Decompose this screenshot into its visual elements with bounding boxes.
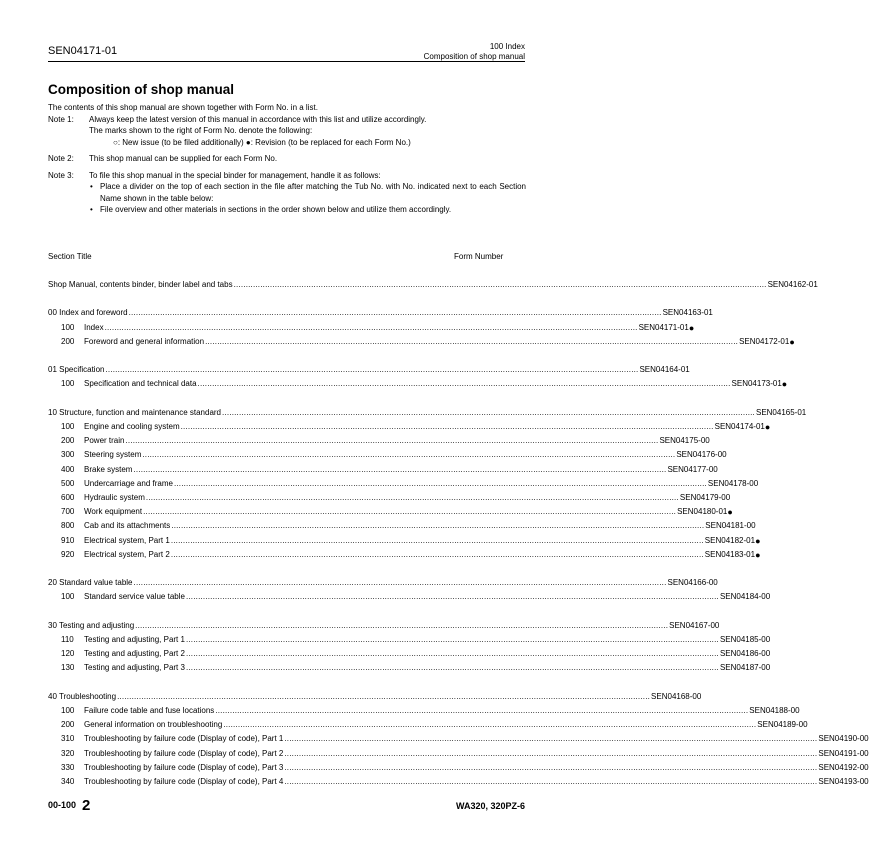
section-title — [48, 718, 222, 732]
note-2 — [48, 153, 526, 165]
section-number: 100 — [61, 592, 75, 602]
form-number: SEN04172-01 — [739, 336, 790, 346]
form-number: SEN04180-01 — [677, 507, 728, 517]
section-number: 300 — [61, 450, 75, 460]
table-row — [48, 519, 756, 533]
revision-mark: ● — [727, 507, 733, 518]
form-number: SEN04193-00 — [818, 777, 869, 786]
section-title — [48, 633, 185, 647]
section-number: 100 — [61, 706, 75, 715]
section-name: Shop Manual, contents binder, binder label and tabs — [48, 280, 233, 289]
section-name: Hydraulic system — [84, 493, 145, 502]
section-name: General information on troubleshooting — [84, 720, 223, 730]
form-number: SEN04184-00 — [719, 592, 771, 602]
form-number: SEN04191-00 — [818, 748, 869, 758]
section-number: 200 — [61, 336, 75, 346]
section-number: 100 — [61, 322, 75, 332]
dot-leader: ............................................................................................................................................................................................................................ — [284, 734, 818, 744]
section-title — [48, 306, 128, 320]
section-title — [48, 647, 185, 661]
dot-leader: ............................................................................................................................................................................................................................ — [185, 649, 719, 659]
section-name: Power train — [84, 436, 125, 446]
dot-leader: ............................................................................................................................................................................................................................ — [170, 549, 704, 559]
section-title — [48, 420, 180, 434]
dot-leader: ............................................................................................................................................................................................................................ — [135, 620, 669, 630]
section-number: 400 — [61, 464, 75, 474]
section-title — [48, 704, 214, 718]
section-title — [48, 534, 170, 548]
table-row — [48, 420, 771, 434]
section-name: Standard service value table — [84, 592, 185, 602]
dot-leader: ............................................................................................................................................................................................................................ — [197, 379, 731, 389]
section-title — [48, 448, 141, 462]
section-number: 110 — [61, 635, 74, 644]
form-number: SEN04168-00 — [651, 691, 702, 701]
section-number: 100 — [61, 422, 75, 431]
section-title — [48, 363, 104, 377]
section-number: 310 — [61, 734, 75, 744]
table-row — [48, 463, 718, 477]
section-name: Specification and technical data — [84, 379, 197, 389]
section-title — [48, 278, 233, 292]
section-name: Testing and adjusting, Part 3 — [84, 663, 185, 673]
dot-leader: ............................................................................................................................................................................................................................ — [133, 578, 667, 588]
dot-leader: ............................................................................................................................................................................................................................ — [142, 450, 676, 460]
table-row — [48, 576, 718, 590]
section-title — [48, 335, 204, 349]
table-row — [48, 534, 761, 548]
table-header — [48, 250, 528, 264]
document-code: SEN04171-01 — [48, 45, 118, 57]
form-number: SEN04187-00 — [719, 663, 771, 673]
form-number: SEN04171-01 — [638, 322, 689, 332]
form-number: SEN04192-00 — [818, 762, 869, 772]
section-title — [48, 321, 104, 335]
table-row — [48, 633, 771, 647]
table-row — [48, 321, 695, 335]
dot-leader: ............................................................................................................................................................................................................................ — [133, 464, 667, 474]
table-row — [48, 732, 869, 746]
section-name: Electrical system, Part 1 — [84, 535, 170, 545]
section-name: Troubleshooting by failure code (Display of code), Part 4 — [84, 777, 284, 786]
table-row — [48, 647, 771, 661]
page-number: 2 — [82, 797, 91, 814]
revision-mark: ● — [764, 422, 771, 432]
form-number: SEN04175-00 — [659, 436, 710, 446]
section-name: Testing and adjusting, Part 2 — [84, 649, 185, 659]
dot-leader: ............................................................................................................................................................................................................................ — [233, 280, 767, 289]
dot-leader: ............................................................................................................................................................................................................................ — [104, 322, 638, 332]
section-number: 330 — [61, 762, 75, 772]
dot-leader: ............................................................................................................................................................................................................................ — [170, 535, 704, 545]
dot-leader: ............................................................................................................................................................................................................................ — [284, 748, 818, 758]
section-title — [48, 732, 283, 746]
footer-page-code — [48, 797, 90, 814]
section-title — [48, 548, 170, 562]
dot-leader: ............................................................................................................................................................................................................................ — [180, 422, 714, 431]
section-number: 100 — [61, 379, 75, 389]
section-name: Electrical system, Part 2 — [84, 549, 170, 559]
form-number: SEN04189-00 — [757, 720, 808, 730]
section-title — [48, 406, 221, 420]
form-number: SEN04162-01 — [767, 280, 818, 289]
section-name: Troubleshooting by failure code (Display of code), Part 3 — [84, 762, 284, 772]
bullet-item: • Place a divider on the top of each section in the file after matching the Tub No. with No. indicated next to each Section Name shown in the table below: — [90, 182, 526, 203]
section-title — [48, 491, 145, 505]
section-title — [48, 519, 170, 533]
section-name: Undercarriage and frame — [84, 478, 173, 488]
section-number: 800 — [61, 521, 75, 531]
section-number: 340 — [61, 777, 75, 786]
contents-table — [48, 250, 869, 786]
section-name: Cab and its attachments — [84, 521, 171, 531]
dot-leader: ............................................................................................................................................................................................................................ — [185, 635, 719, 644]
form-number: SEN04179-00 — [679, 493, 731, 502]
section-title — [48, 619, 134, 633]
revision-mark: ● — [781, 379, 788, 390]
page-title: Composition of shop manual — [48, 82, 234, 97]
revision-mark: ● — [789, 336, 795, 347]
table-row — [48, 406, 807, 420]
dot-leader: ............................................................................................................................................................................................................................ — [205, 336, 739, 346]
form-number: SEN04173-01 — [731, 379, 782, 389]
notes-block — [48, 102, 526, 216]
section-title — [48, 775, 283, 789]
table-row — [48, 335, 795, 349]
note-label: Note 1: — [48, 114, 74, 124]
header-section — [424, 42, 525, 62]
form-number: SEN04186-00 — [719, 649, 771, 659]
section-title — [48, 690, 116, 704]
column-header-form-number: Form Number — [454, 252, 504, 261]
dot-leader: ............................................................................................................................................................................................................................ — [284, 762, 818, 772]
section-name: Foreword and general information — [84, 336, 205, 346]
dot-leader: ............................................................................................................................................................................................................................ — [143, 507, 677, 517]
note-text: The marks shown to the right of Form No. denote the following: — [89, 126, 313, 135]
bullet-text: File overview and other materials in sections in the order shown below and utilize them accordingly. — [100, 205, 452, 214]
section-name: 30 Testing and adjusting — [48, 620, 135, 630]
table-row — [48, 718, 808, 732]
table-row — [48, 505, 733, 519]
section-number: 700 — [61, 507, 75, 517]
table-row — [48, 661, 771, 675]
form-number: SEN04177-00 — [667, 464, 718, 474]
section-number: 920 — [61, 549, 75, 559]
section-name: 10 Structure, function and maintenance standard — [48, 407, 221, 417]
dot-leader: ............................................................................................................................................................................................................................ — [125, 436, 659, 446]
section-name: Testing and adjusting, Part 1 — [84, 635, 185, 644]
dot-leader: ............................................................................................................................................................................................................................ — [222, 407, 755, 417]
section-number: 200 — [61, 720, 75, 730]
note-1 — [48, 114, 526, 149]
note-label: Note 2: — [48, 154, 74, 163]
table-row — [48, 619, 720, 633]
dot-leader: ............................................................................................................................................................................................................................ — [171, 521, 705, 531]
form-number: SEN04167-00 — [669, 620, 720, 630]
section-name: Index — [84, 322, 104, 332]
table-row — [48, 306, 713, 320]
table-row — [48, 448, 727, 462]
section-title — [48, 377, 197, 391]
table-row — [48, 434, 710, 448]
section-number: 320 — [61, 748, 75, 758]
form-number: SEN04190-00 — [818, 734, 869, 744]
header-section-name: 100 Index — [489, 42, 525, 51]
page-code: 00-100 — [48, 800, 77, 810]
table-row — [48, 775, 869, 789]
table-row — [48, 747, 869, 761]
dot-leader: ............................................................................................................................................................................................................................ — [105, 365, 639, 375]
note-text: This shop manual can be supplied for each Form No. — [89, 154, 278, 163]
form-number: SEN04181-00 — [705, 521, 756, 531]
table-row — [48, 590, 771, 604]
dot-leader: ............................................................................................................................................................................................................................ — [128, 308, 662, 318]
bullet-item: • File overview and other materials in sections in the order shown below and utilize them accordingly. — [90, 205, 452, 214]
header-divider — [48, 61, 525, 62]
section-title — [48, 463, 132, 477]
note-3 — [48, 170, 526, 216]
dot-leader: ............................................................................................................................................................................................................................ — [117, 691, 651, 701]
form-number: SEN04176-00 — [676, 450, 727, 460]
dot-leader: ............................................................................................................................................................................................................................ — [145, 493, 679, 502]
section-title — [48, 747, 283, 761]
section-title — [48, 505, 142, 519]
mark-legend: ○: New issue (to be filed additionally) ●: Revision (to be replaced for each Form No.) — [113, 137, 411, 147]
section-title — [48, 576, 133, 590]
table-row — [48, 377, 788, 391]
section-number: 200 — [61, 436, 75, 446]
section-number: 600 — [61, 493, 75, 502]
section-title — [48, 761, 283, 775]
section-number: 910 — [61, 535, 75, 545]
table-row — [48, 477, 759, 491]
section-name: 40 Troubleshooting — [48, 691, 117, 701]
column-header-section-title: Section Title — [48, 252, 92, 261]
section-number: 500 — [61, 478, 75, 488]
section-name: Brake system — [84, 464, 133, 474]
form-number: SEN04174-01 — [714, 422, 765, 431]
model-name: WA320, 320PZ-6 — [455, 801, 525, 811]
table-row — [48, 278, 818, 292]
form-number: SEN04164-01 — [639, 365, 690, 375]
table-row — [48, 491, 731, 505]
table-row — [48, 690, 702, 704]
section-name: Failure code table and fuse locations — [84, 706, 215, 715]
section-number: 130 — [61, 663, 75, 673]
form-number: SEN04188-00 — [749, 706, 800, 715]
note-text: Always keep the latest version of this manual in accordance with this list and utilize accordingly. — [89, 114, 427, 124]
section-number: 120 — [61, 649, 75, 659]
bullet-text: Place a divider on the top of each section in the file after matching the Tub No. with No. indicated next to each Section Name shown in the table below: — [100, 182, 526, 203]
section-name: 20 Standard value table — [48, 578, 133, 588]
section-title — [48, 434, 124, 448]
form-number: SEN04183-01 — [704, 549, 756, 559]
revision-mark: ● — [688, 322, 695, 333]
revision-mark: ● — [755, 549, 761, 560]
note-text: To file this shop manual in the special binder for management, handle it as follows: — [89, 170, 381, 180]
section-title — [48, 661, 185, 675]
form-number: SEN04178-00 — [707, 478, 759, 488]
section-name: Troubleshooting by failure code (Display of code), Part 2 — [84, 748, 284, 758]
section-title — [48, 477, 173, 491]
form-number: SEN04185-00 — [719, 635, 771, 644]
intro-text: The contents of this shop manual are shown together with Form No. in a list. — [48, 103, 318, 112]
form-number: SEN04166-00 — [667, 578, 718, 588]
revision-mark: ● — [755, 535, 761, 546]
dot-leader: ............................................................................................................................................................................................................................ — [173, 478, 707, 488]
table-row — [48, 363, 690, 377]
form-number: SEN04165-01 — [755, 407, 807, 417]
dot-leader: ............................................................................................................................................................................................................................ — [185, 592, 719, 602]
dot-leader: ............................................................................................................................................................................................................................ — [185, 663, 719, 673]
section-title — [48, 590, 185, 604]
section-name: 01 Specification — [48, 365, 105, 375]
table-row — [48, 704, 800, 718]
dot-leader: ............................................................................................................................................................................................................................ — [284, 777, 818, 786]
table-row — [48, 761, 869, 775]
section-name: Work equipment — [84, 507, 143, 517]
section-name: 00 Index and foreword — [48, 308, 128, 318]
section-name: Troubleshooting by failure code (Display of code), Part 1 — [84, 734, 284, 744]
note-label: Note 3: — [48, 170, 74, 180]
section-name: Steering system — [84, 450, 142, 460]
form-number: SEN04163-01 — [662, 308, 713, 318]
section-name: Engine and cooling system — [84, 422, 180, 431]
table-row — [48, 548, 761, 562]
dot-leader: ............................................................................................................................................................................................................................ — [223, 720, 757, 730]
header-subsection-name: Composition of shop manual — [423, 52, 525, 61]
form-number: SEN04182-01 — [704, 535, 756, 545]
dot-leader: ............................................................................................................................................................................................................................ — [215, 706, 749, 715]
